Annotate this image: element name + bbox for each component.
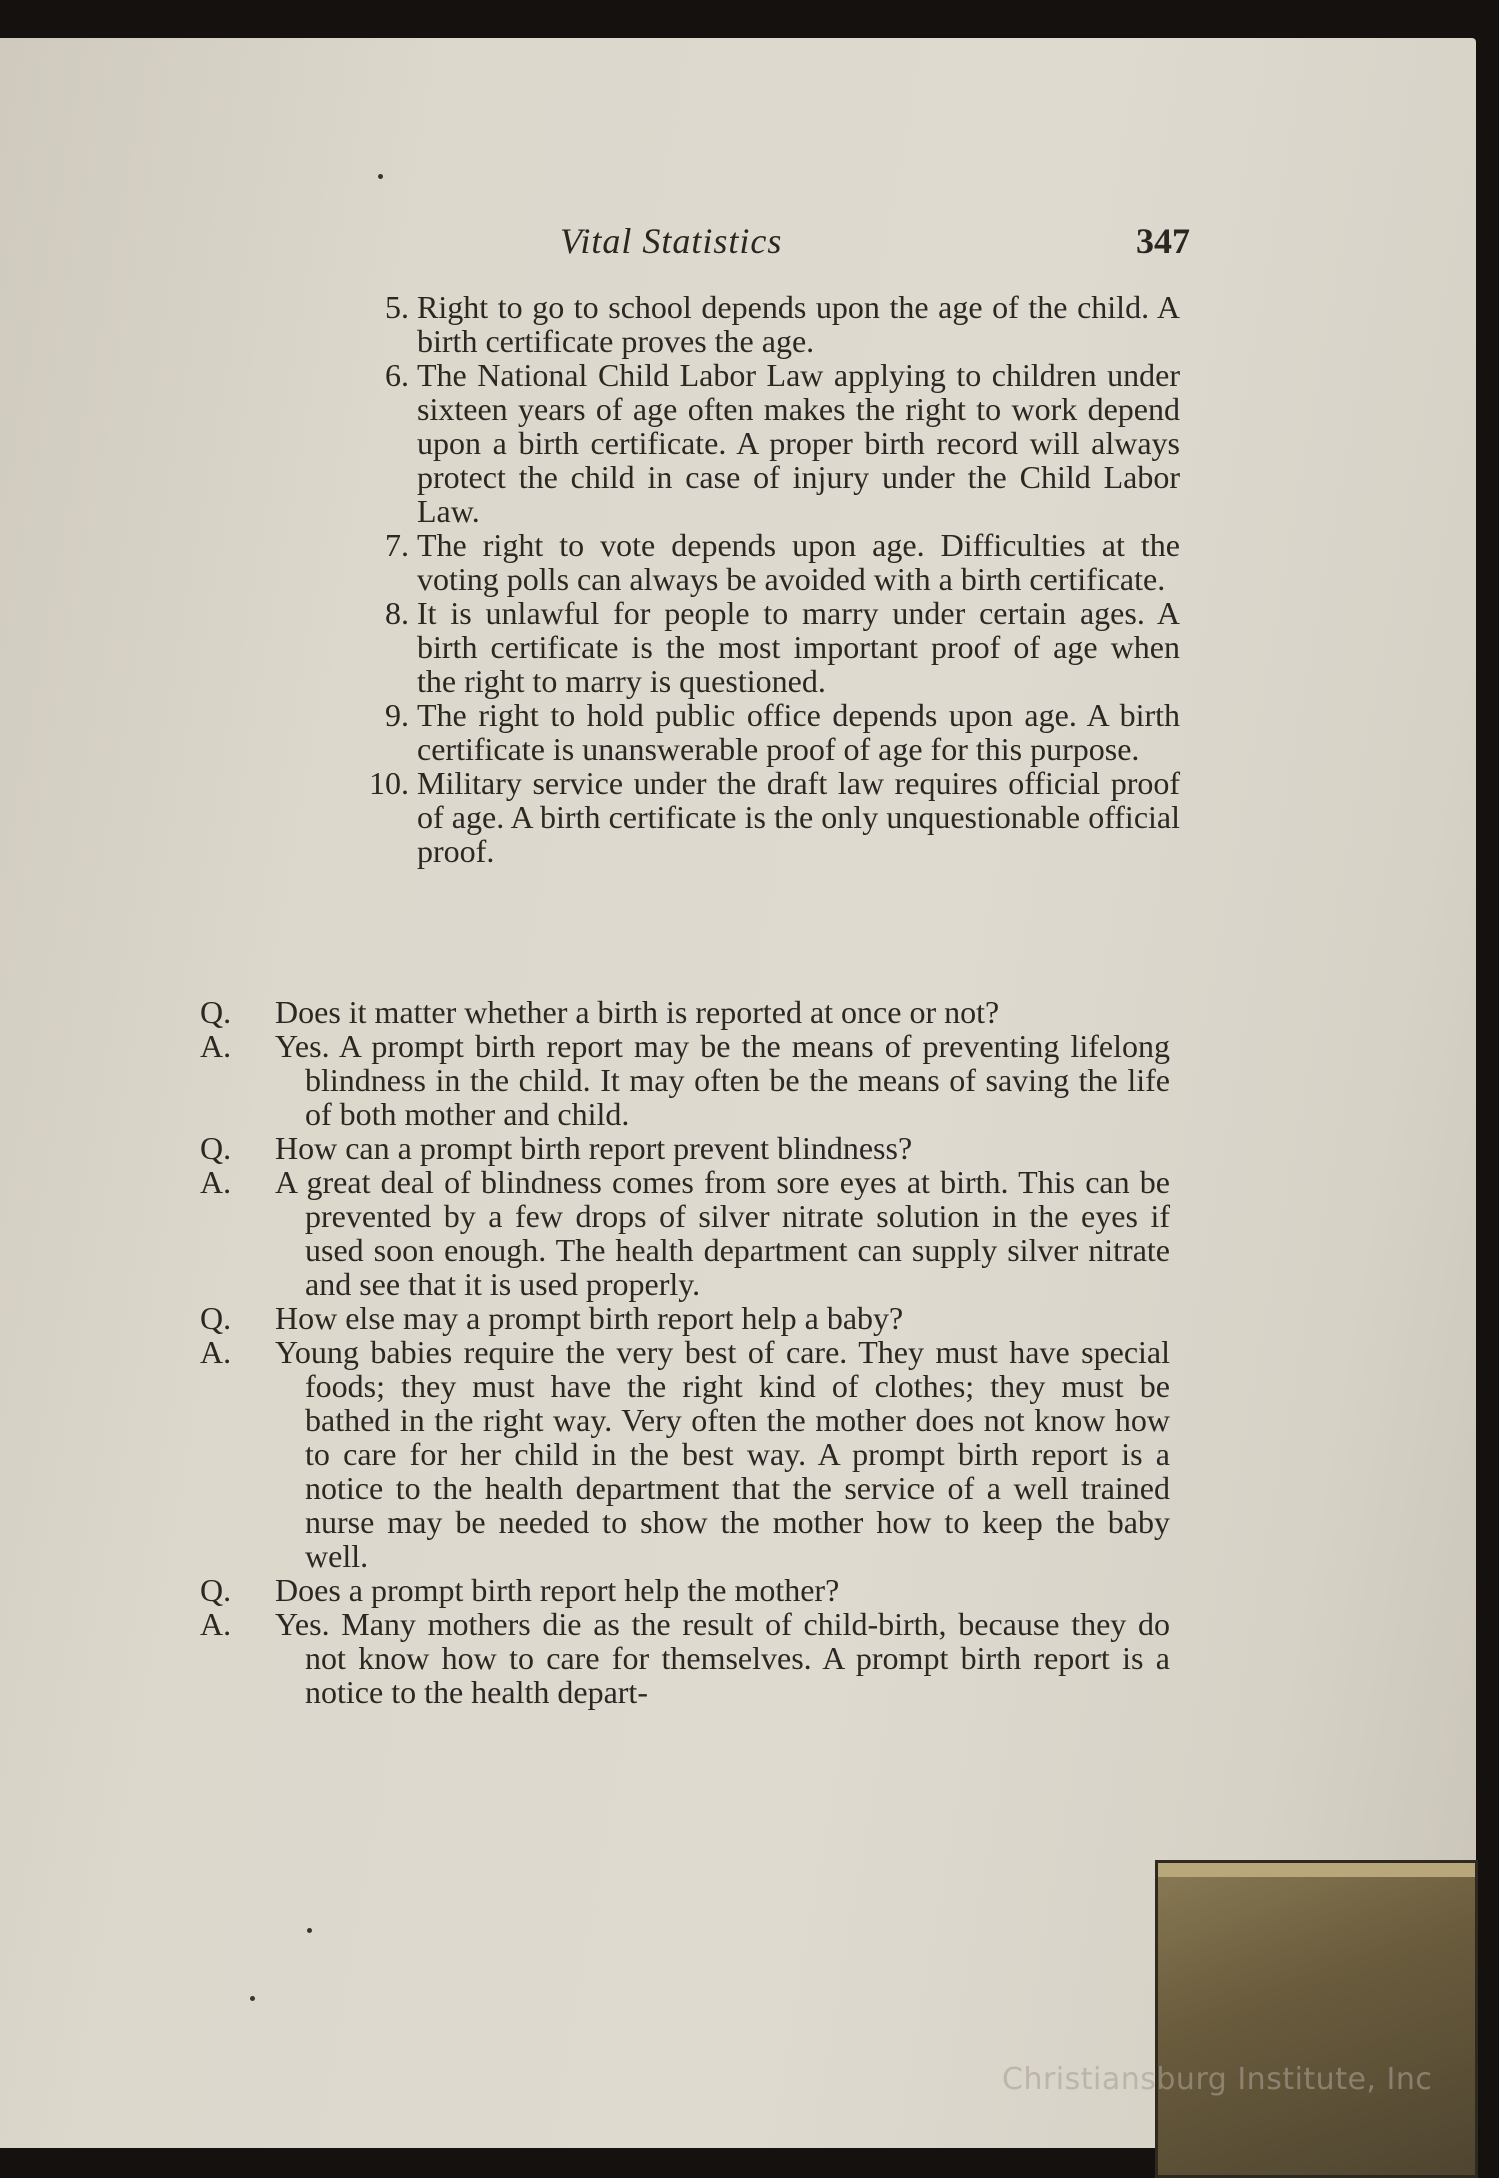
list-item-number: 5.: [385, 289, 409, 325]
question: [200, 1573, 1170, 1607]
list-item-number: 10.: [369, 765, 409, 801]
question-answer-section: [200, 995, 1170, 1709]
page-number: 347: [1136, 221, 1190, 261]
answer-text: A great deal of blindness comes from sore eyes at birth. This can be prevented by a few drops of silver nitrate solution in the eyes if used soon enough. The health department can supply silver nitrate and see that it is used properly.: [275, 1164, 1170, 1302]
list-item-text: The National Child Labor Law applying to children under sixteen years of age often makes the right to work depend upon a birth certificate. A proper birth record will always protect the child in case of injury under the Child Labor Law.: [417, 357, 1180, 529]
question-label: Q.: [200, 1300, 232, 1336]
list-item-number: 7.: [385, 527, 409, 563]
list-item: [300, 358, 1180, 528]
question: [200, 1301, 1170, 1335]
question: [200, 1131, 1170, 1165]
answer: [200, 1029, 1170, 1131]
question: [200, 995, 1170, 1029]
list-item-number: 6.: [385, 357, 409, 393]
answer: [200, 1607, 1170, 1709]
watermark: Christiansburg Institute, Inc: [1002, 2062, 1433, 2097]
brass-weight-block: [1155, 1860, 1478, 2178]
question-label: Q.: [200, 994, 232, 1030]
question-text: Does a prompt birth report help the mother?: [275, 1572, 840, 1608]
answer-text: Yes. A prompt birth report may be the means of preventing lifelong blindness in the child. It may often be the means of saving the life of both mother and child.: [275, 1028, 1170, 1132]
answer-text: Young babies require the very best of care. They must have special foods; they must have the right kind of clothes; they must be bathed in the right way. Very often the mother does not know how to care for her child in the best way. A prompt birth report is a notice to the health department that the service of a well trained nurse may be needed to show the mother how to keep the baby well.: [275, 1334, 1170, 1574]
list-item-text: The right to vote depends upon age. Difficulties at the voting polls can always be avoided with a birth certificate.: [417, 527, 1180, 597]
question-text: How can a prompt birth report prevent blindness?: [275, 1130, 913, 1166]
question-label: Q.: [200, 1572, 232, 1608]
header-title: Vital Statistics: [560, 221, 783, 261]
list-item-text: It is unlawful for people to marry under certain ages. A birth certificate is the most important proof of age when the right to marry is questioned.: [417, 595, 1180, 699]
list-item-text: Right to go to school depends upon the age of the child. A birth certificate proves the age.: [417, 289, 1180, 359]
numbered-list: [300, 290, 1180, 868]
list-item: [300, 528, 1180, 596]
page-speck: [307, 1928, 312, 1933]
list-item-number: 9.: [385, 697, 409, 733]
answer-text: Yes. Many mothers die as the result of child-birth, because they do not know how to care for themselves. A prompt birth report is a notice to the health depart-: [275, 1606, 1170, 1710]
answer-label: A.: [200, 1334, 232, 1370]
page-speck: [250, 1996, 255, 2001]
list-item-text: Military service under the draft law requires official proof of age. A birth certificate is the only unquestionable official proof.: [417, 765, 1180, 869]
page-speck: [378, 174, 383, 179]
question-text: How else may a prompt birth report help a baby?: [275, 1300, 904, 1336]
list-item-number: 8.: [385, 595, 409, 631]
question-text: Does it matter whether a birth is reported at once or not?: [275, 994, 1000, 1030]
block-top-edge: [1158, 1863, 1475, 1877]
running-header: [560, 220, 1190, 270]
answer-label: A.: [200, 1164, 232, 1200]
list-item: [300, 766, 1180, 868]
list-item: [300, 596, 1180, 698]
question-label: Q.: [200, 1130, 232, 1166]
list-item: [300, 698, 1180, 766]
answer-label: A.: [200, 1606, 232, 1642]
answer: [200, 1165, 1170, 1301]
answer: [200, 1335, 1170, 1573]
list-item: [300, 290, 1180, 358]
list-item-text: The right to hold public office depends upon age. A birth certificate is unanswerable proof of age for this purpose.: [417, 697, 1180, 767]
answer-label: A.: [200, 1028, 232, 1064]
